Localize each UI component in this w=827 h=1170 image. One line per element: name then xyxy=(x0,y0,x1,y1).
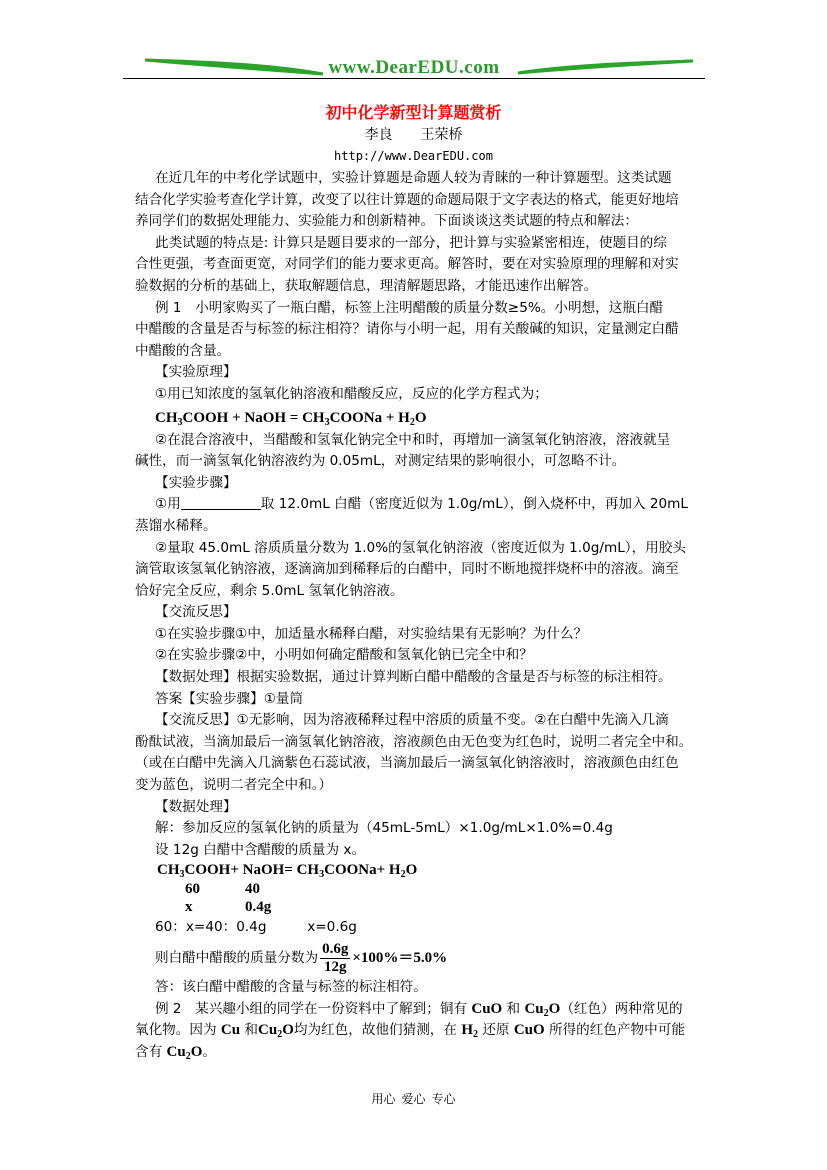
chemical-equation-with-masses xyxy=(135,861,705,917)
article-body xyxy=(135,168,705,1063)
footer-text: 爱心 xyxy=(401,1092,426,1106)
unknown-acid-mass: x xyxy=(185,899,193,916)
section-heading: 【数据处理】 xyxy=(155,798,237,815)
text-line: ①在实验步骤①中，加适量水稀释白醋，对实验结果有无影响？为什么？ xyxy=(155,625,588,642)
text-line: 答案【实验步骤】①量筒 xyxy=(155,690,304,707)
text-line: ①用 取 12.0mL 白醋（密度近似为 1.0g/mL），倒入烧杯中，再加入 20mL xyxy=(155,496,688,513)
text-line: 则白醋中醋酸的质量分数为 $\frac{0.6g}{12g}$ ×100%＝5.0% xyxy=(155,940,448,975)
text-line: 【交流反思】①无影响，因为溶液稀释过程中溶质的质量不变。②在白醋中先滴入几滴 xyxy=(155,712,669,729)
text-line: ②在实验步骤②中，小明如何确定醋酸和氢氧化钠已完全中和？ xyxy=(155,647,533,664)
chemical-equation: $CH_3COOH$ + NaOH = $CH_3COONa + H_2O$ xyxy=(155,409,427,428)
author: 李良 xyxy=(364,127,393,143)
text-line: 例 2 某兴趣小组的同学在一份资料中了解到；铜有 CuO 和 $Cu_2O$（红色）两种常见的 xyxy=(155,1000,683,1019)
text-line: 中醋酸的含量。 xyxy=(135,342,231,359)
answer-blank xyxy=(181,495,261,510)
text-line: 结合化学实验考查化学计算，改变了以往计算题的命题局限于文字表达的格式，能更好地培 xyxy=(135,191,679,208)
text-line: 氧化物。因为 Cu 和$Cu_2O$均为红色，故他们猜测，在 $H_2$ 还原 CuO 所得的红色产物中可能 xyxy=(135,1022,685,1041)
site-header-logo xyxy=(123,52,705,80)
page-title: 初中化学新型计算题赏析 xyxy=(325,103,502,122)
base-mass: 0.4g xyxy=(245,899,272,916)
source-url: http://www.DearEDU.com xyxy=(334,149,493,163)
text-line: 【数据处理】根据实验数据，通过计算判断白醋中醋酸的含量是否与标签的标注相符。 xyxy=(155,669,672,686)
footer-text: 用心 xyxy=(371,1092,396,1106)
text-line: 验数据的分析的基础上，获取解题信息，理清解题思路，才能迅速作出解答。 xyxy=(135,277,598,294)
text-line: 酚酞试液，当滴加最后一滴氢氧化钠溶液，溶液颜色由无色变为红色时，说明二者完全中和。 xyxy=(135,733,693,750)
footer-text: 专心 xyxy=(431,1092,456,1106)
molar-mass-acid: 60 xyxy=(185,881,200,898)
text-line: 中醋酸的含量是否与标签的标注相符？请你与小明一起，用有关酸碱的知识，定量测定白醋 xyxy=(135,321,679,338)
molar-mass-base: 40 xyxy=(245,881,260,898)
text-line: 此类试题的特点是: 计算只是题目要求的一部分，把计算与实验紧密相连，使题目的综 xyxy=(155,234,667,251)
text-line: 合性更强，考查面更宽，对同学们的能力要求更高。解答时，要在对实验原理的理解和对实 xyxy=(135,256,679,273)
text-line: 设 12g 白醋中含醋酸的质量为 x。 xyxy=(155,841,366,858)
text-line: 解：参加反应的氢氧化钠的质量为（45mL-5mL）×1.0g/mL×1.0%=0.4g xyxy=(155,820,613,837)
text-line: ①用已知浓度的氢氧化钠溶液和醋酸反应，反应的化学方程式为； xyxy=(155,385,548,402)
text-line: ②在混合溶液中，当醋酸和氢氧化钠完全中和时，再增加一滴氢氧化钠溶液，溶液就呈 xyxy=(155,431,671,448)
text-line: 蒸馏水稀释。 xyxy=(135,517,217,534)
header-divider xyxy=(123,78,705,79)
fraction: $\frac{0.6g}{12g}$ xyxy=(322,940,349,975)
section-heading: 【实验步骤】 xyxy=(155,474,237,491)
text-line: （或在白醋中先滴入几滴紫色石蕊试液，当滴加最后一滴氢氧化钠溶液时，溶液颜色由红色 xyxy=(135,755,679,772)
authors xyxy=(0,124,827,144)
text-line: ②量取 45.0mL 溶质质量分数为 1.0%的氢氧化钠溶液（密度近似为 1.0g/mL），用胶头 xyxy=(155,539,686,556)
text-line: 例 1 小明家购买了一瓶白醋，标签上注明醋酸的质量分数≥5%。小明想，这瓶白醋 xyxy=(155,299,664,316)
text-line: 在近几年的中考化学试题中，实验计算题是命题人较为青睐的一种计算题型。这类试题 xyxy=(155,170,672,186)
text-line: 60：x=40：0.4g x=0.6g xyxy=(155,919,357,936)
text-line: 变为蓝色，说明二者完全中和。） xyxy=(135,777,333,794)
text-line: 碱性，而一滴氢氧化钠溶液约为 0.05mL，对测定结果的影响很小，可忽略不计。 xyxy=(135,453,626,470)
page-footer xyxy=(0,1090,827,1107)
author: 王荣桥 xyxy=(420,127,463,143)
chemical-equation: $CH_3COOH+$ NaOH= $CH_3COONa+ H_2O$ xyxy=(157,862,418,881)
text-line: 滴管取该氢氧化钠溶液，逐滴滴加到稀释后的白醋中，同时不断地搅拌烧杯中的溶液。滴至 xyxy=(135,561,679,578)
text-line: 答：该白醋中醋酸的含量与标签的标注相符。 xyxy=(155,979,427,995)
text-line: 恰好完全反应，剩余 5.0mL 氢氧化钠溶液。 xyxy=(135,582,404,599)
section-heading: 【交流反思】 xyxy=(155,604,237,621)
text-line: 含有 $Cu_2O$。 xyxy=(135,1043,216,1062)
section-heading: 【实验原理】 xyxy=(155,364,237,381)
logo-text: www.DearEDU.com xyxy=(328,57,500,78)
text-line: 养同学们的数据处理能力、实验能力和创新精神。下面谈谈这类试题的特点和解法： xyxy=(135,213,638,230)
